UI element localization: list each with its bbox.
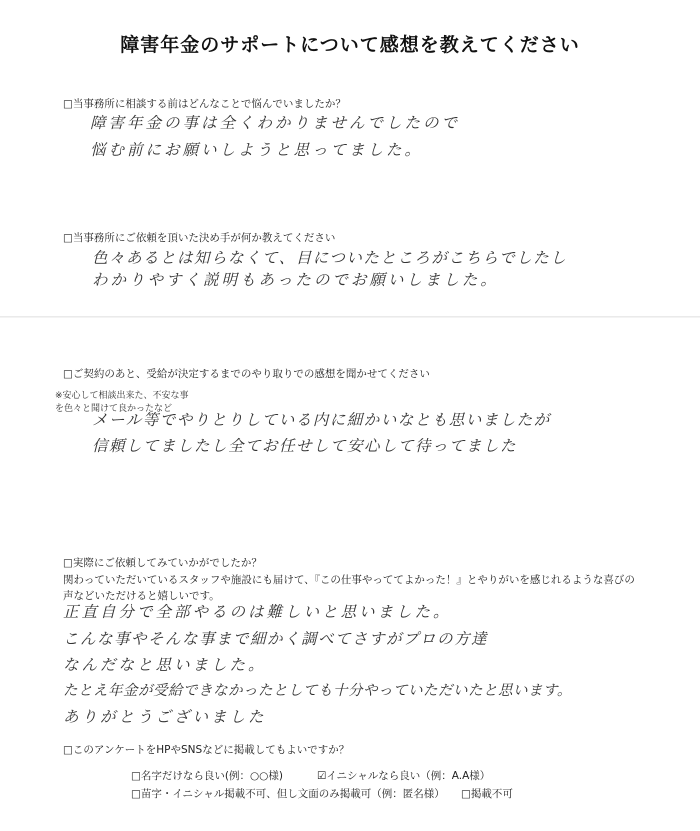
answer-3-line-1: メール等でやりとりしている内に細かいなとも思いましたが [92, 411, 551, 429]
answer-4-line-5: ありがとうございました [63, 708, 267, 726]
publish-option-none[interactable]: □掲載不可 [461, 788, 513, 800]
publish-option-anonymous[interactable]: □苗字・イニシャル掲載不可、但し文面のみ掲載可（例：匿名様） [131, 788, 445, 800]
answer-4-line-3: なんだなと思いました。 [63, 656, 267, 674]
answer-3-line-2: 信頼してましたし全てお任せして安心して待ってました [92, 437, 518, 455]
publish-option-surname[interactable]: □名字だけなら良い(例：○○様) [131, 770, 283, 782]
question-3-subnote: ※安心して相談出来た、不安な事を色々と聞けて良かったなど [55, 391, 189, 414]
question-2: □当事務所にご依頼を頂いた決め手が何か教えてください [63, 232, 336, 244]
answer-1-line-1: 障害年金の事は全くわかりませんでしたので [90, 114, 461, 132]
question-1: □当事務所に相談する前はどんなことで悩んでいましたか？ [63, 98, 346, 110]
question-3: □ご契約のあと、受給が決定するまでのやり取りでの感想を聞かせてください [63, 368, 430, 380]
publish-question: □このアンケートをHPやSNSなどに掲載してもよいですか？ [63, 744, 350, 756]
answer-4-line-1: 正直自分で全部やるのは難しいと思いました。 [63, 603, 452, 621]
answer-4-line-4: たとえ年金が受給できなかったとしても十分やっていただいたと思います。 [63, 683, 572, 699]
answer-4-line-2: こんな事やそんな事まで細かく調べてさすがプロの方達 [63, 630, 489, 648]
question-4-note: 関わっていただいているスタッフや施設にも届けて、『この仕事やっててよかった！』とやりがいを感じれるような喜びの声などいただけると嬉しいです。 [63, 574, 635, 602]
answer-2-line-1: 色々あるとは知らなくて、目についたところがこちらでしたし [92, 249, 568, 267]
answer-2-line-2: わかりやすく説明もあったのでお願いしました。 [92, 271, 499, 289]
question-4: □実際にご依頼してみていかがでしたか？ [63, 557, 262, 569]
answer-1-line-2: 悩む前にお願いしようと思ってました。 [90, 141, 424, 159]
page-title: 障害年金のサポートについて感想を教えてください [120, 34, 580, 56]
paper-fold-line [0, 316, 700, 318]
publish-option-initials[interactable]: ☑イニシャルなら良い（例：A.A様） [317, 770, 491, 782]
